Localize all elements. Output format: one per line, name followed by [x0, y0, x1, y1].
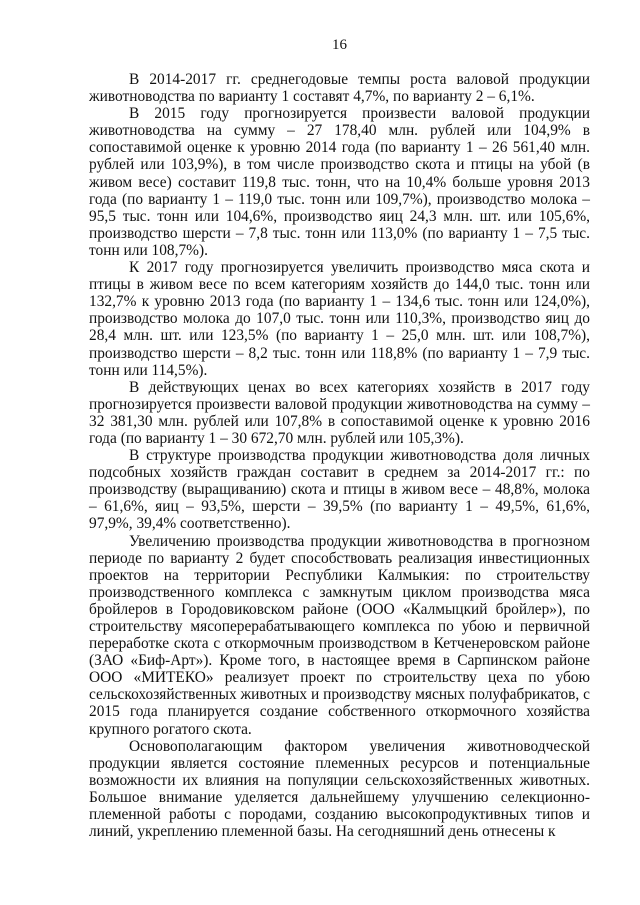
paragraph-investment-projects: Увеличению производства продукции животноводства в прогнозном периоде по варианту 2 будет способствовать реализация инвестиционных проектов на территории Республики Калмыкия: по строительству производственного комплекса с замкнутым циклом производства мяса бройлеров в Городовиковском районе (ООО «Калмыцкий бройлер»), по строительству мясоперерабатывающего комплекса по убою и первичной переработке скота с откормочным производством в Кетченеровском районе (ЗАО «Биф-Арт»). Кроме того, в настоящее время в Сарпинском районе ООО «МИТЕКО» реализует проект по строительству цеха по убою сельскохозяйственных животных и производству мясных полуфабрикатов, с 2015 года планируется создание собственного откормочного хозяйства крупного рогатого скота.: [89, 532, 590, 738]
paragraph-breeding-resources: Основополагающим фактором увеличения животноводческой продукции является состояние племенных ресурсов и потенциальные возможности их влияния на популяции сельскохозяйственных животных. Большое внимание уделяется дальнейшему улучшению селекционно-племенной работы с породами, созданию высокопродуктивных типов и линий, укреплению племенной базы. На сегодняшний день отнесены к: [89, 737, 590, 841]
paragraph-growth-rates: В 2014-2017 гг. среднегодовые темпы роста валовой продукции животноводства по варианту 1 составят 4,7%, по варианту 2 – 6,1%.: [89, 71, 590, 106]
paragraph-household-share: В структуре производства продукции животноводства доля личных подсобных хозяйств граждан составит в среднем за 2014-2017 гг.: по производству (выращиванию) скота и птицы в живом весе – 48,8%, молока – 61,6%, яиц – 93,5%, шерсти – 39,5% (по варианту 1 – 49,5%, 61,6%, 97,9%, 39,4% соответственно).: [89, 447, 590, 533]
paragraph-2017-forecast: К 2017 году прогнозируется увеличить производство мяса скота и птицы в живом весе по всем категориям хозяйств до 144,0 тыс. тонн или 132,7% к уровню 2013 года (по варианту 1 – 134,6 тыс. тонн или 124,0%), производство молока до 107,0 тыс. тонн или 110,3%, производство яиц до 28,4 млн. шт. или 123,5% (по варианту 1 – 25,0 млн. шт. или 108,7%), производство шерсти – 8,2 тыс. тонн или 118,8% (по варианту 1 – 7,9 тыс. тонн или 114,5%).: [89, 259, 590, 379]
paragraph-2015-forecast: В 2015 году прогнозируется произвести валовой продукции животноводства на сумму – 27 178,40 млн. рублей или 104,9% в сопоставимой оценке к уровню 2014 года (по варианту 1 – 26 561,40 млн. рублей или 103,9%), в том числе производство скота и птицы на убой (в живом весе) составит 119,8 тыс. тонн, что на 10,4% больше уровня 2013 года (по варианту 1 – 119,0 тыс. тонн или 109,7%), производство молока – 95,5 тыс. тонн или 104,6%, производство яиц 24,3 млн. шт. или 105,6%, производство шерсти – 7,8 тыс. тонн или 113,0% (по варианту 1 – 7,5 тыс. тонн или 108,7%).: [89, 105, 590, 259]
page-number: 16: [332, 37, 347, 53]
paragraph-current-prices: В действующих ценах во всех категориях хозяйств в 2017 году прогнозируется произвести валовой продукции животноводства на сумму – 32 381,30 млн. рублей или 107,8% в сопоставимой оценке к уровню 2016 года (по варианту 1 – 30 672,70 млн. рублей или 105,3%).: [89, 378, 590, 447]
